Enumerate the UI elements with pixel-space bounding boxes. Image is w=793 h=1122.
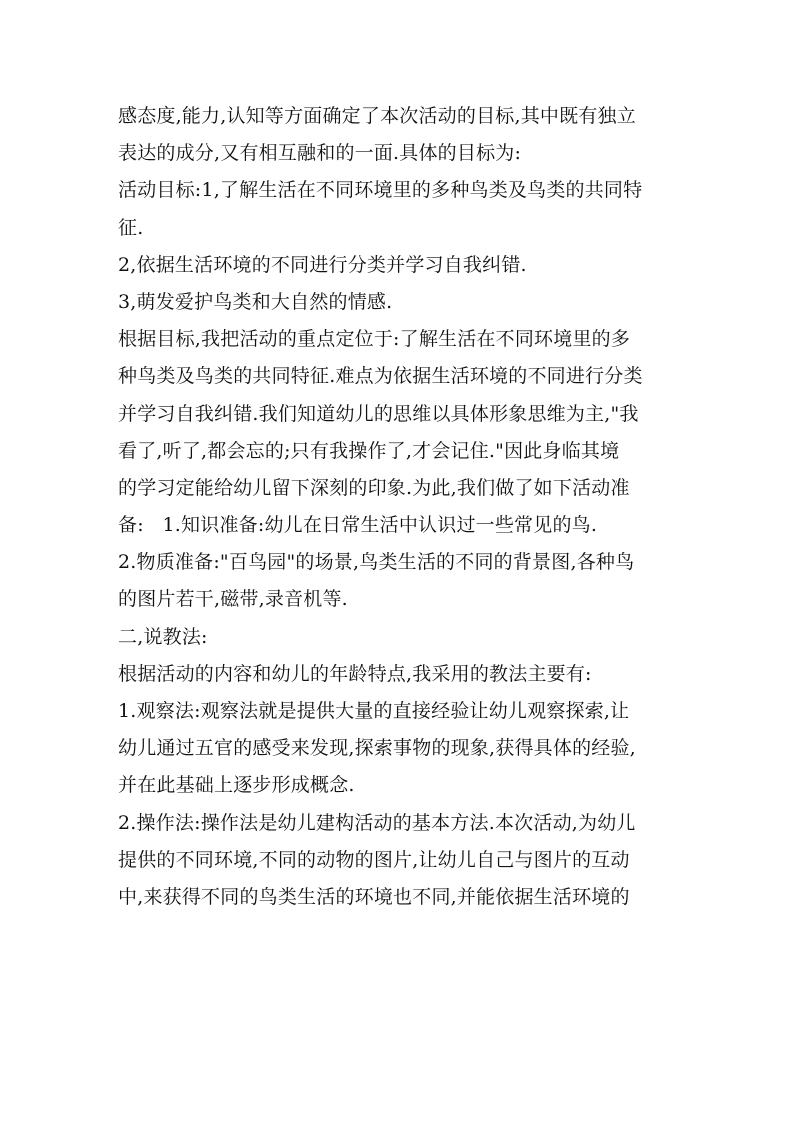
text-line: 3,萌发爱护鸟类和大自然的情感.: [118, 290, 393, 313]
text-line: 中,来获得不同的鸟类生活的环境也不同,并能依据生活环境的: [118, 885, 630, 908]
text-line: 根据活动的内容和幼儿的年龄特点,我采用的教法主要有:: [118, 662, 592, 685]
text-line: 并学习自我纠错.我们知道幼儿的思维以具体形象思维为主,"我: [118, 402, 639, 425]
text-line: 根据目标,我把活动的重点定位于:了解生活在不同环境里的多: [118, 328, 631, 351]
text-line: 种鸟类及鸟类的共同特征.难点为依据生活环境的不同进行分类: [118, 365, 643, 388]
text-line: 2,依据生活环境的不同进行分类并学习自我纠错.: [118, 253, 527, 276]
text-line: 征.: [118, 216, 144, 239]
text-line: 1.观察法:观察法就是提供大量的直接经验让幼儿观察探索,让: [118, 700, 630, 722]
text-line: 并在此基础上逐步形成概念.: [118, 774, 355, 797]
text-line: 2.操作法:操作法是幼儿建构活动的基本方法.本次活动,为幼儿: [118, 811, 636, 834]
text-line: 2.物质准备:"百鸟园"的场景,鸟类生活的不同的背景图,各种鸟: [118, 551, 635, 574]
text-line: 表达的成分,又有相互融和的一面.具体的目标为:: [118, 142, 522, 165]
text-line: 感态度,能力,认知等方面确定了本次活动的目标,其中既有独立: [118, 105, 636, 127]
text-line: 提供的不同环境,不同的动物的图片,让幼儿自己与图片的互动: [118, 848, 630, 871]
text-line: 看了,听了,都会忘的;只有我操作了,才会记住."因此身临其境: [118, 439, 620, 462]
text-line: 幼儿通过五官的感受来发现,探索事物的现象,获得具体的经验,: [118, 737, 636, 760]
text-line: 活动目标:1,了解生活在不同环境里的多种鸟类及鸟类的共同特: [118, 179, 643, 202]
document-body: [118, 98, 678, 916]
text-line: 二,说教法:: [118, 625, 208, 648]
text-line: 的图片若干,磁带,录音机等.: [118, 588, 348, 611]
text-line: 的学习定能给幼儿留下深刻的印象.为此,我们做了如下活动准: [118, 476, 630, 499]
text-line: 备: 1.知识准备:幼儿在日常生活中认识过一些常见的鸟.: [118, 514, 598, 537]
